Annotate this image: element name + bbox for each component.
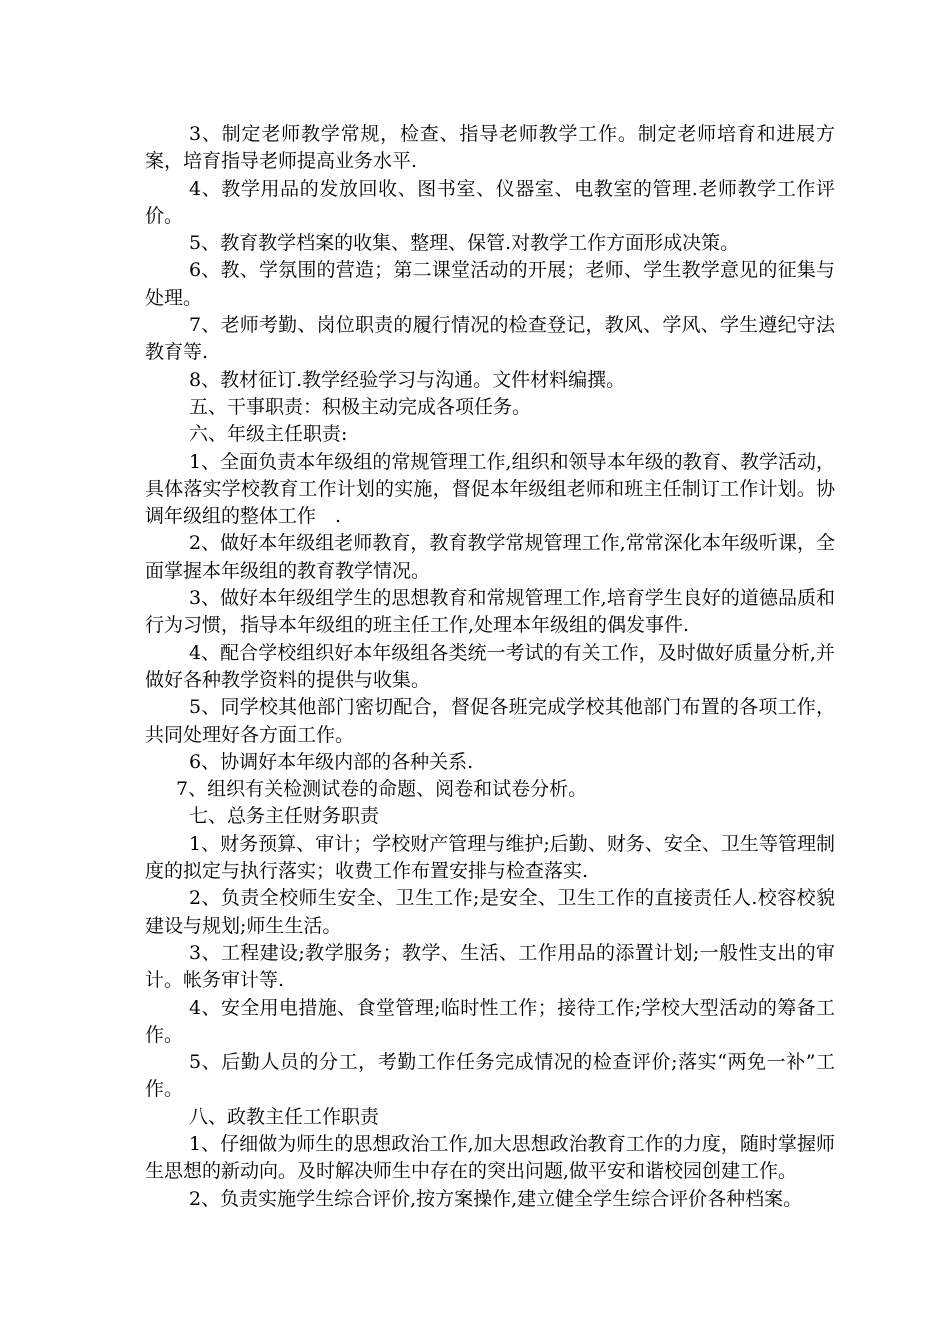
paragraph-item-7: 7、老师考勤、岗位职责的履行情况的检查登记，教风、学风、学生遵纪守法教育等. — [145, 314, 835, 364]
grade-duty-1: 1、全面负责本年级组的常规管理工作,组织和领导本年级的教育、教学活动，具体落实学校教育工作计划的实施，督促本年级组老师和班主任制订工作计划。协调年级组的整体工作 . — [145, 450, 835, 528]
paragraph-item-3: 3、制定老师教学常规，检查、指导老师教学工作。制定老师培育和进展方案，培育指导老师提高业务水平. — [145, 123, 835, 173]
document-body — [145, 121, 835, 1213]
section-heading-clerk-duties: 五、干事职责：积极主动完成各项任务。 — [189, 395, 532, 418]
paragraph-item-6: 6、教、学氛围的营造；第二课堂活动的开展；老师、学生教学意见的征集与处理。 — [145, 259, 835, 309]
grade-duty-2: 2、做好本年级组老师教育，教育教学常规管理工作,常常深化本年级听课，全面掌握本年级组的教育教学情况。 — [145, 532, 835, 582]
paragraph-item-8: 8、教材征订.教学经验学习与沟通。文件材料编撰。 — [189, 368, 626, 391]
political-education-duty-2: 2、负责实施学生综合评价,按方案操作,建立健全学生综合评价各种档案。 — [189, 1187, 803, 1210]
paragraph-item-4: 4、教学用品的发放回收、图书室、仪器室、电教室的管理.老师教学工作评价。 — [145, 177, 835, 227]
grade-duty-6: 6、协调好本年级内部的各种关系. — [189, 750, 474, 773]
general-affairs-duty-3: 3、工程建设;教学服务；教学、生活、工作用品的添置计划;一般性支出的审计。帐务审计等. — [145, 941, 835, 992]
general-affairs-duty-5: 5、后勤人员的分工，考勤工作任务完成情况的检查评价;落实“两免一补”工作。 — [145, 1051, 835, 1101]
political-education-duty-1: 1、仔细做为师生的思想政治工作,加大思想政治教育工作的力度，随时掌握师生思想的新动向。及时解决师生中存在的突出问题,做平安和谐校园创建工作。 — [145, 1132, 835, 1183]
section-heading-grade-director: 六、年级主任职责: — [189, 423, 348, 446]
grade-duty-4: 4、配合学校组织好本年级组各类统一考试的有关工作，及时做好质量分析,并做好各种教学资料的提供与收集。 — [145, 641, 835, 691]
section-heading-political-education: 八、政教主任工作职责 — [189, 1105, 380, 1128]
grade-duty-3: 3、做好本年级组学生的思想教育和常规管理工作,培育学生良好的道德品质和行为习惯，指导本年级组的班主任工作,处理本年级组的偶发事件. — [145, 587, 835, 637]
general-affairs-duty-4: 4、安全用电措施、食堂管理;临时性工作；接待工作;学校大型活动的筹备工作。 — [145, 996, 835, 1046]
general-affairs-duty-2: 2、负责全校师生安全、卫生工作;是安全、卫生工作的直接责任人.校容校貌建设与规划;师生生活。 — [145, 887, 835, 937]
paragraph-item-5: 5、教育教学档案的收集、整理、保管.对教学工作方面形成决策。 — [189, 232, 740, 255]
general-affairs-duty-1: 1、财务预算、审计；学校财产管理与维护;后勤、财务、安全、卫生等管理制度的拟定与执行落实；收费工作布置安排与检查落实. — [145, 832, 835, 883]
grade-duty-5: 5、同学校其他部门密切配合，督促各班完成学校其他部门布置的各项工作，共同处理好各方面工作。 — [145, 696, 835, 746]
section-heading-general-affairs: 七、总务主任财务职责 — [189, 805, 380, 828]
grade-duty-7: 7、组织有关检测试卷的命题、阅卷和试卷分析。 — [176, 778, 588, 801]
